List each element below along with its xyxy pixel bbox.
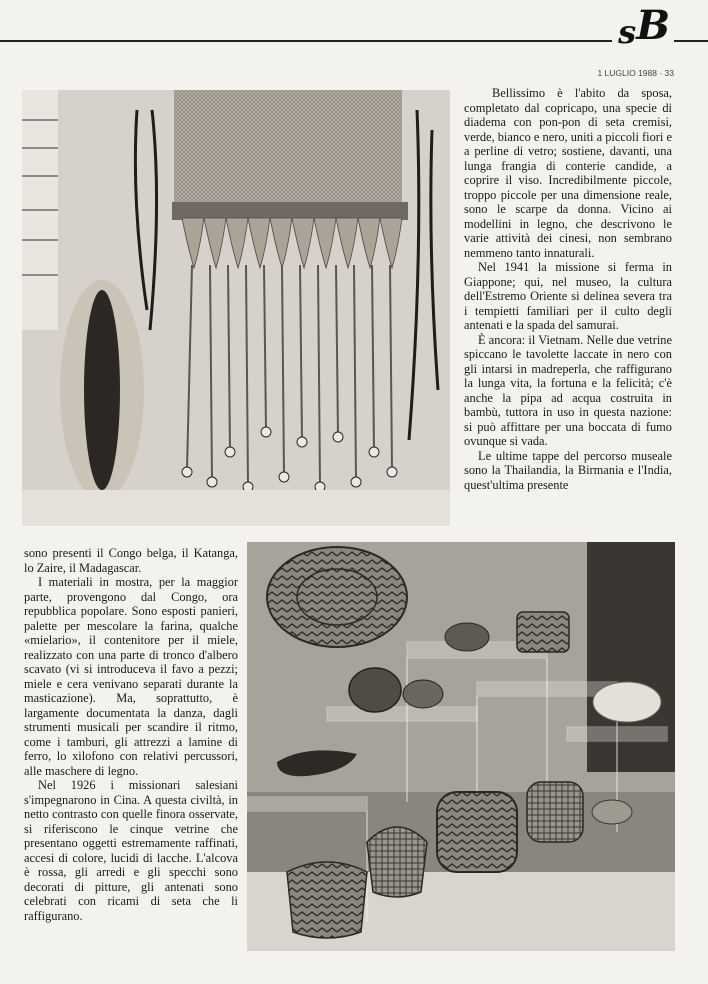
left-text-column: [24, 546, 238, 923]
paragraph: I materiali in mostra, per la maggior parte, provengono dal Congo, ora repubblica popolare. Sono esposti panieri, palette per mescolare la farina, qualche «mielario», il contenitore per il miele, realizzato con una parte di tronco d'albero scavato (vi si introduceva il favo a pezzi; miele e cera venivano separati durante la masticazione). Ma, soprattutto, è largamente documentata la danza, dagli strumenti musicali per scandire il ritmo, come i tamburi, gli attrezzi a lamine di ferro, lo xilofono con relativi percussori, alle maschere di legno.: [24, 575, 238, 778]
paragraph: Nel 1926 i missionari salesiani s'impegnarono in Cina. A questa civiltà, in netto contrasto con quelle finora osservate, si riferiscono le cinque vetrine che presentano oggetti estremamente raffinati, accesi di colore, lucidi di lacche. L'alcova è rossa, gli arredi e gli specchi sono decorati di pitture, gli antenati sono celebrati con ricami di seta che li raffigurano.: [24, 778, 238, 923]
paragraph: Nel 1941 la missione si ferma in Giappone; qui, nel museo, la cultura dell'Estremo Oriente si delinea severa tra i tempietti familiari per il culto degli antenati e la spada del samurai.: [464, 260, 672, 332]
paragraph: Bellissimo è l'abito da sposa, completato dal copricapo, una specie di diadema con pon-pon di seta cremisi, verde, bianco e nero, uniti a piccoli fiori e a perline di vetro; sostiene, davanti, una lunga frangia di conterie candide, a coprire il viso. Incredibilmente piccole, troppo piccole per una dimensione reale, sono le scarpe da donna. Vicino ai modellini in legno, che descrivono le varie attività dei cinesi, non sembrano nemmeno tanto innaturali.: [464, 86, 672, 260]
paragraph: sono presenti il Congo belga, il Katanga, lo Zaire, il Madagascar.: [24, 546, 238, 575]
magazine-logo: sB: [612, 6, 674, 52]
paragraph: Le ultime tappe del percorso museale sono la Thailandia, la Birmania e l'India, quest'ultima presente: [464, 448, 672, 492]
header-rule: [0, 40, 708, 42]
page-folio: 1 LUGLIO 1988 · 33: [597, 68, 674, 78]
garment-with-fringe-photo: [22, 90, 450, 526]
baskets-display-case-photo: [247, 542, 675, 951]
right-text-column: [464, 86, 672, 492]
paragraph: È ancora: il Vietnam. Nelle due vetrine spiccano le tavolette laccate in nero con gli intarsi in madreperla, che raffigurano la lunga vita, la fortuna e la felicità; c'è anche la pipa ad acqua costruita in bambù, tuttora in uso in questa nazione: si può affittare per una boccata di fumo ovunque si vada.: [464, 332, 672, 448]
